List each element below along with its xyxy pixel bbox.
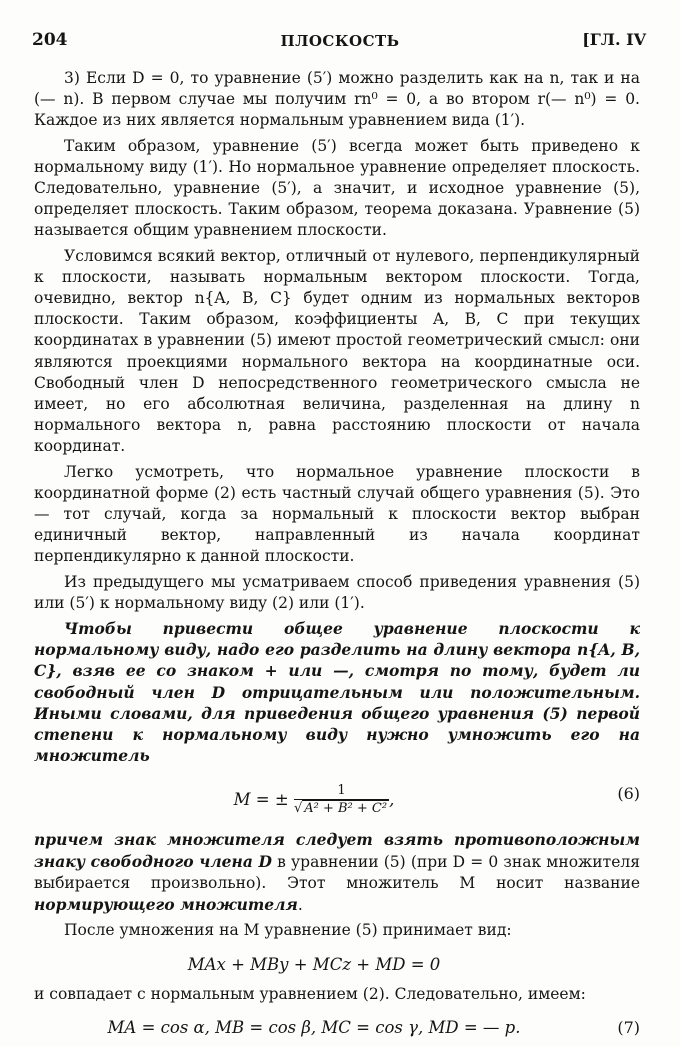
paragraph-coincides: и совпадает с нормальным уравнением (2). Следовательно, имеем: — [34, 984, 586, 1003]
equation-7-number: (7) — [617, 1017, 640, 1037]
equation-6-fraction — [294, 783, 389, 818]
equation-multiplied — [34, 948, 640, 978]
equation-multiplied-body: MAx + MBy + MCz + MD = 0 — [187, 954, 441, 974]
paragraph-after-multiplication: После умножения на M уравнение (5) принимает вид: — [64, 921, 512, 940]
equation-6-lhs: M = ± — [233, 789, 289, 809]
chapter-marker: [ГЛ. IV — [582, 30, 646, 49]
paragraph-normal-form: Таким образом, уравнение (5′) всегда может быть приведено к нормальному виду (1′). Но нормальное уравнение определяет плоскость. Следовательно, уравнение (5′), а значит, и исходное уравнение (5), определяет плоскость. Таким образом, теорема доказана. Уравнение (5) называется общим уравнением плоскости. — [34, 136, 640, 240]
equation-7-body: MA = cos α, MB = cos β, MC = cos γ, MD = — p. — [107, 1017, 521, 1037]
multiplier-sign-end: . — [297, 896, 303, 915]
equation-6 — [34, 777, 640, 821]
paragraph-rule: Чтобы привести общее уравнение плоскости к нормальному виду, надо его разделить на длину вектора n{A, B, C}, взяв ее со знаком + или —, смотря по тому, будет ли свободный член D отрицательным или положительным. Иными словами, для приведения общего уравнения (5) первой степени к нормальному виду нужно умножить его на множитель — [34, 619, 640, 766]
page-body — [34, 68, 640, 1047]
equation-6-radicand: A² + B² + C² — [304, 800, 388, 816]
equation-6-number: (6) — [617, 783, 640, 803]
page-header — [0, 30, 680, 54]
paragraph-multiplier-sign — [34, 829, 640, 917]
paragraph-method: Из предыдущего мы усматриваем способ приведения уравнения (5) или (5′) к нормальному виду (2) или (1′). — [34, 572, 640, 612]
paragraph-normal-vector: Условимся всякий вектор, отличный от нулевого, перпендикулярный к плоскости, называть нормальным вектором плоскости. Тогда, очевидно, вектор n{A, B, C} будет одним из нормальных векторов плоскости. Таким образом, коэффициенты A, B, C при текущих координатах в уравнении (5) имеют простой геометрический смысл: они являются проекциями нормального вектора на координатные оси. Свободный член D непосредственного геометрического смысла не имеет, но его абсолютная величина, разделенная на длину n нормального вектора n, равна расстоянию плоскости от начала координат. — [34, 246, 640, 456]
equation-6-numerator: 1 — [294, 783, 389, 800]
multiplier-sign-italic: причем знак множителя следует взять противоположным знаку свободного члена D — [34, 829, 640, 871]
normalizing-factor-term: нормирующего множителя — [34, 895, 298, 915]
paragraph-special-case: Легко усмотреть, что нормальное уравнение плоскости в координатной форме (2) есть частный случай общего уравнения (5). Это — тот случай, когда за нормальный к плоскости вектор выбран единичный вектор, направленный из начала координат перпендикулярно к данной плоскости. — [34, 462, 640, 566]
running-title: ПЛОСКОСТЬ — [280, 32, 400, 50]
equation-6-denominator: √ A² + B² + C² — [293, 800, 388, 816]
equation-6-trail: , — [389, 789, 395, 809]
equation-6-body — [34, 783, 594, 818]
page-number: 204 — [32, 30, 68, 50]
paragraph-case-3: 3) Если D = 0, то уравнение (5′) можно разделить как на n, так и на (— n). В первом случае мы получим rn⁰ = 0, а во втором r(— n⁰) = 0. Каждое из них является нормальным уравнением вида (1′). — [34, 69, 640, 130]
multiplier-sign-plain: в уравнении (5) (при D = 0 знак множителя выбирается произвольно). Этот множитель M носит название — [34, 852, 640, 892]
equation-7 — [34, 1011, 640, 1041]
